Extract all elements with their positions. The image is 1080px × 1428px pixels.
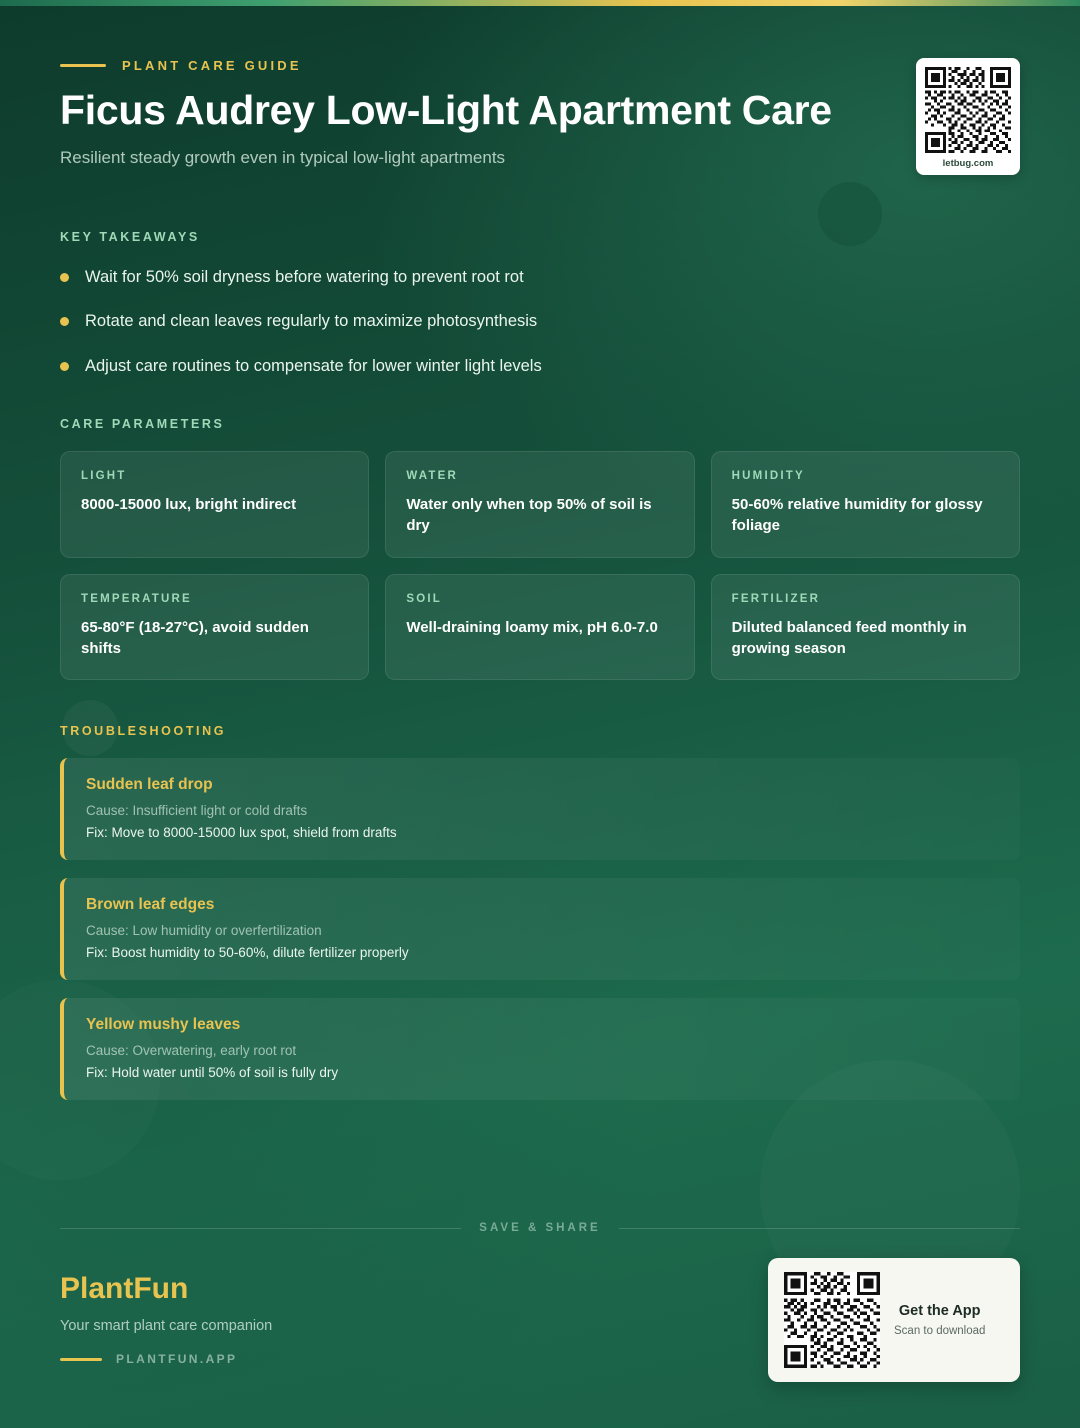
- key-takeaways-heading: KEY TAKEAWAYS: [60, 230, 200, 245]
- divider-label: SAVE & SHARE: [479, 1222, 601, 1234]
- list-item: [60, 355, 1020, 377]
- param-card-water: [385, 451, 694, 558]
- param-label: SOIL: [406, 592, 442, 605]
- footer: [60, 1272, 660, 1366]
- brand-tagline: Your smart plant care companion: [60, 1318, 273, 1334]
- trouble-fix: Fix: Move to 8000-15000 lux spot, shield from drafts: [86, 825, 397, 841]
- param-value: 50-60% relative humidity for glossy foliage: [731, 495, 983, 535]
- param-value: Diluted balanced feed monthly in growing season: [731, 618, 967, 657]
- trouble-cause: Cause: Overwatering, early root rot: [86, 1043, 297, 1059]
- trouble-item-sudden-leaf-drop: [60, 758, 1020, 860]
- trouble-cause: Cause: Low humidity or overfertilization: [86, 923, 322, 939]
- param-card-temperature: [60, 574, 369, 681]
- troubleshooting-heading: TROUBLESHOOTING: [60, 724, 227, 739]
- param-card-soil: [385, 574, 694, 681]
- param-card-light: [60, 451, 369, 558]
- trouble-fix: Fix: Hold water until 50% of soil is fully dry: [86, 1065, 339, 1081]
- trouble-title: Sudden leaf drop: [86, 776, 213, 794]
- param-card-humidity: [711, 451, 1020, 558]
- page-title: Ficus Audrey Low-Light Apartment Care: [60, 87, 832, 133]
- eyebrow: [60, 58, 1020, 73]
- qr-caption: letbug.com: [942, 158, 994, 169]
- param-label: FERTILIZER: [731, 592, 821, 605]
- param-card-fertilizer: [711, 574, 1020, 681]
- param-value: Water only when top 50% of soil is dry: [406, 495, 652, 535]
- brand-url-rule: [60, 1358, 102, 1361]
- care-parameters-section: [60, 417, 1020, 680]
- get-the-app-card[interactable]: [768, 1258, 1020, 1382]
- bullet-dot-icon: [60, 317, 69, 326]
- brand-name: PlantFun: [60, 1272, 189, 1305]
- care-parameters-grid: [60, 451, 1020, 680]
- bullet-dot-icon: [60, 273, 69, 282]
- divider-line-right: [619, 1228, 1020, 1229]
- trouble-item-yellow-mushy-leaves: [60, 998, 1020, 1100]
- param-label: WATER: [406, 469, 458, 482]
- key-takeaways-list: [60, 266, 1020, 377]
- param-label: LIGHT: [81, 469, 127, 482]
- page-subtitle: Resilient steady growth even in typical low-light apartments: [60, 148, 506, 168]
- save-share-divider: [60, 1222, 1020, 1234]
- eyebrow-label: PLANT CARE GUIDE: [122, 58, 302, 73]
- param-value: 65-80°F (18-27°C), avoid sudden shifts: [81, 618, 309, 657]
- param-value: Well-draining loamy mix, pH 6.0-7.0: [406, 618, 658, 636]
- brand-url-row: [60, 1352, 660, 1366]
- eyebrow-rule: [60, 64, 106, 67]
- qr-code-icon: [784, 1272, 880, 1368]
- care-parameters-heading: CARE PARAMETERS: [60, 416, 225, 431]
- param-label: HUMIDITY: [731, 469, 805, 482]
- param-label: TEMPERATURE: [81, 592, 192, 605]
- param-value: 8000-15000 lux, bright indirect: [81, 495, 297, 513]
- key-takeaways-section: [60, 230, 1020, 377]
- app-card-subtitle: Scan to download: [894, 1325, 986, 1337]
- bullet-dot-icon: [60, 362, 69, 371]
- troubleshooting-list: [60, 758, 1020, 1100]
- trouble-cause: Cause: Insufficient light or cold drafts: [86, 803, 308, 819]
- top-accent-bar: [0, 0, 1080, 6]
- takeaway-text: Adjust care routines to compensate for lower winter light levels: [85, 356, 542, 375]
- trouble-title: Yellow mushy leaves: [86, 1016, 241, 1034]
- troubleshooting-section: [60, 724, 1020, 1100]
- trouble-fix: Fix: Boost humidity to 50-60%, dilute fertilizer properly: [86, 945, 409, 961]
- takeaway-text: Rotate and clean leaves regularly to maximize photosynthesis: [85, 312, 538, 331]
- brand-url-text: PLANTFUN.APP: [116, 1352, 238, 1366]
- app-card-text: [894, 1303, 985, 1337]
- list-item: [60, 310, 1020, 332]
- takeaway-text: Wait for 50% soil dryness before watering to prevent root rot: [85, 268, 524, 287]
- trouble-item-brown-leaf-edges: [60, 878, 1020, 980]
- divider-line-left: [60, 1228, 461, 1229]
- trouble-title: Brown leaf edges: [86, 896, 215, 914]
- list-item: [60, 266, 1020, 288]
- app-card-title: Get the App: [898, 1303, 981, 1319]
